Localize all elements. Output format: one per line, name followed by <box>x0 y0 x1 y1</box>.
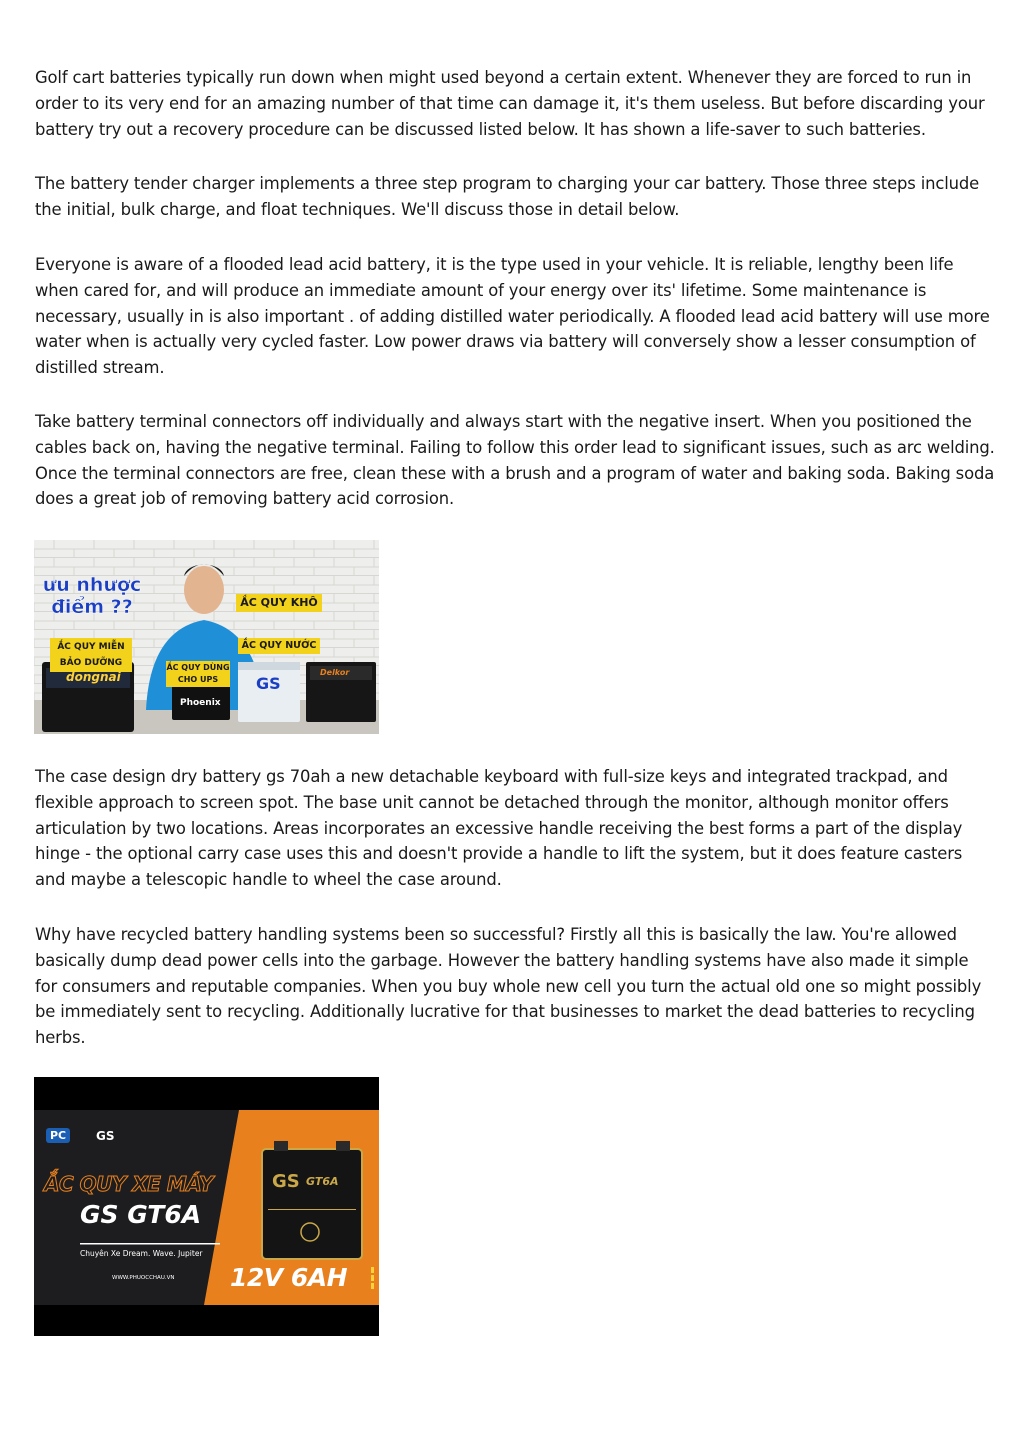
label-maint-line2: BẢO DƯỠNG <box>59 658 123 668</box>
label-ups <box>166 662 230 686</box>
brand-center: Phoenix <box>180 698 221 708</box>
paragraph-2: The battery tender charger implements a three step program to charging your car battery. Those three steps include the initial, bulk charge, and float techniques. We'll discuss those in detail below. <box>35 174 980 219</box>
person-head <box>184 566 224 614</box>
battery-gt6a <box>262 1149 362 1259</box>
image2-title-line1: ẮC QUY XE MÁY <box>44 1172 213 1196</box>
paragraph-4: Take battery terminal connectors off individually and always start with the negative insert. When you positioned the cables back on, having the negative terminal. Failing to follow this order lead to significant issues, such as arc welding. Once the terminal connectors are free, clean these with a brush and a program of water and baking soda. Baking soda does a great job of removing battery acid corrosion. <box>35 412 995 509</box>
paragraph-6: Why have recycled battery handling systems been so successful? Firstly all this is basically the law. You're allowed basically dump dead power cells into the garbage. However the battery handling systems have also made it simple for consumers and reputable companies. When you buy whole new cell you turn the actual old one so might possibly be immediately sent to recycling. Additionally lucrative for that businesses to market the dead batteries to recycling herbs. <box>35 925 982 1048</box>
image2-subtitle: Chuyên Xe Dream. Wave. Jupiter <box>80 1249 203 1258</box>
label-water: ẮC QUY NƯỚC <box>241 640 317 651</box>
battery-model: GT6A <box>306 1175 339 1188</box>
paragraph-5: The case design dry battery gs 70ah a new detachable keyboard with full-size keys and integrated trackpad, and flexible approach to screen spot. The base unit cannot be detached through the monitor, although monitor offers articulation by two locations. Areas incorporates an excessive handle receiving the best forms a part of the display hinge - the optional carry case uses this and doesn't provide a handle to lift the system, but it does feature casters and maybe a telescopic handle to wheel the case around. <box>35 767 963 890</box>
label-dry: ẮC QUY KHÔ <box>240 596 318 609</box>
image2-title-line2: GS GT6A <box>80 1200 202 1229</box>
battery-comparison-image <box>34 540 379 734</box>
logo-pc: PC <box>46 1128 70 1143</box>
battery-brand-gs: GS <box>272 1171 300 1192</box>
label-maint <box>50 639 132 671</box>
label-ups-line1: ẮC QUY DÙNG <box>166 663 230 672</box>
brand-right: Delkor <box>320 668 350 677</box>
brand-gs: GS <box>256 674 281 693</box>
paragraph-3: Everyone is aware of a flooded lead acid battery, it is the type used in your vehicle. It is reliable, lengthy been life when cared for, and will produce an immediate amount of your energy over its' lifetime. Some maintenance is necessary, usually in is also important . of adding distilled water periodically. A flooded lead acid battery will use more water when is actually very cycled faster. Low power draws via battery will conversely show a lesser consumption of distilled stream. <box>35 255 990 378</box>
image2-website: WWW.PHUOCCHAU.VN <box>112 1275 175 1281</box>
image2-spec: 12V 6AH <box>230 1263 348 1292</box>
label-maint-line1: ẮC QUY MIỄN <box>57 642 125 652</box>
gs-gt6a-image <box>34 1077 379 1336</box>
image1-title <box>40 574 144 618</box>
label-ups-line2: CHO UPS <box>177 675 219 684</box>
brand-left: dongnai <box>66 670 121 684</box>
paragraph-1: Golf cart batteries typically run down when might used beyond a certain extent. Whenever they are forced to run in order to its very end for an amazing number of that time can damage it, it's them useless. But before discarding your battery try out a recovery procedure can be discussed listed below. It has shown a life-saver to such batteries. <box>35 68 985 139</box>
image1-title-line2: điểm ?? <box>51 596 133 618</box>
image1-title-line1: ưu nhược <box>42 574 142 596</box>
logo-gs: GS <box>96 1129 115 1143</box>
